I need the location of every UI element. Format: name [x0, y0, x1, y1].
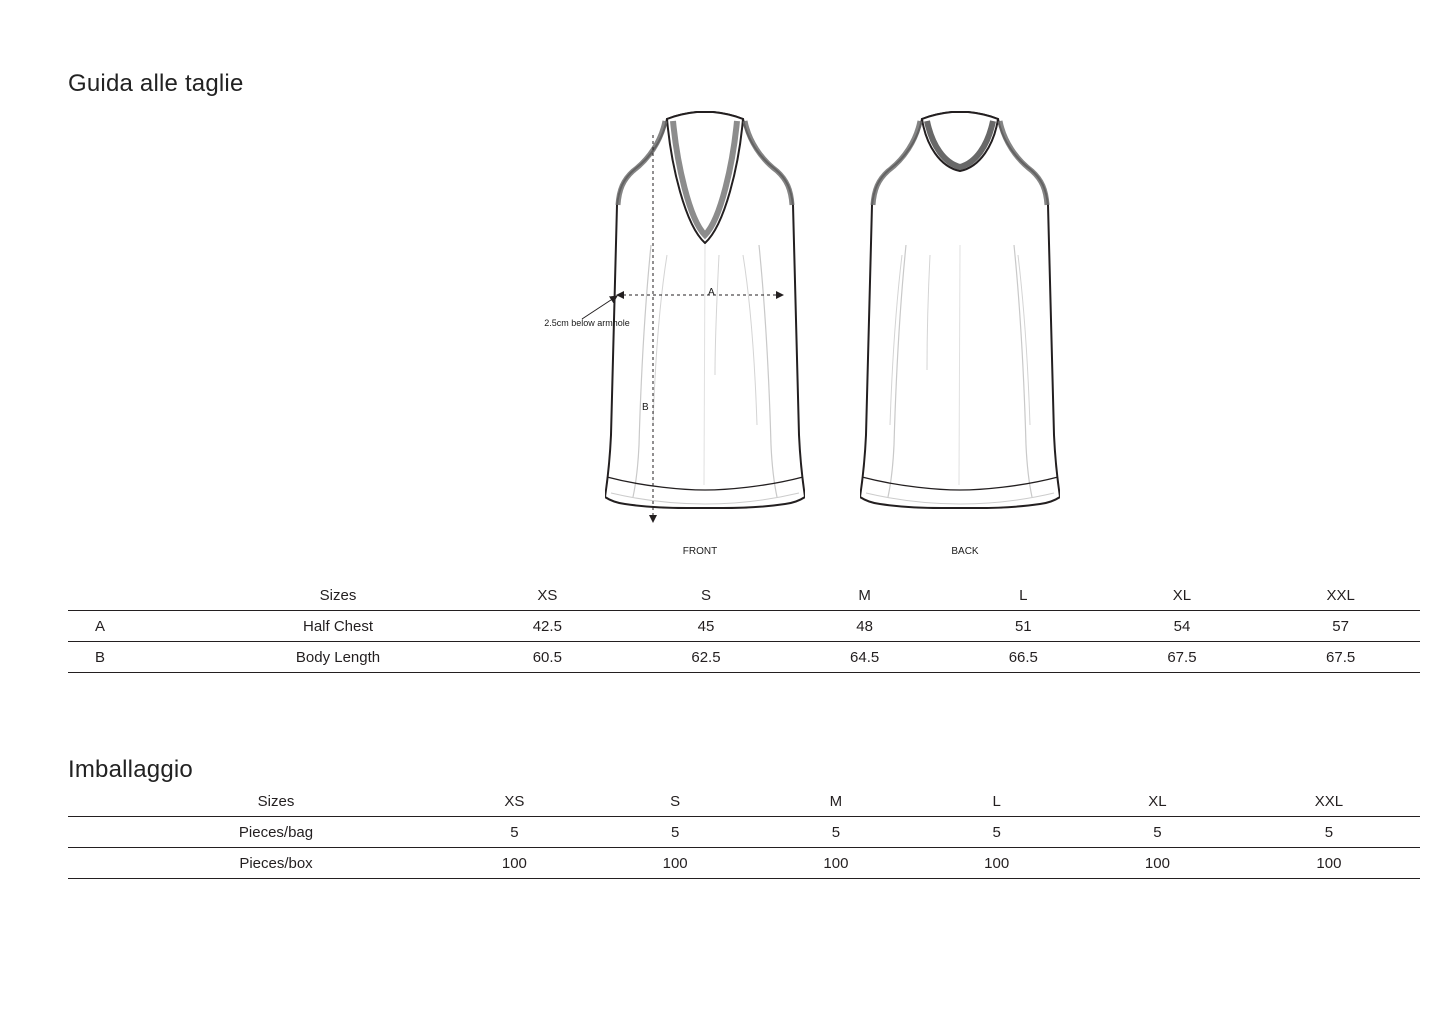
header-size-s: S: [627, 580, 786, 611]
table-row: [68, 611, 1420, 642]
header-key-cell: [68, 580, 128, 611]
table-row: [68, 642, 1420, 673]
measurement-b-label: B: [642, 402, 649, 413]
packaging-title: Imballaggio: [68, 756, 193, 783]
page-title: Guida alle taglie: [68, 70, 244, 97]
cell-value: 5: [1077, 817, 1238, 848]
row-label: Pieces/box: [68, 848, 434, 879]
front-view-label: FRONT: [682, 546, 718, 557]
cell-value: 42.5: [468, 611, 627, 642]
cell-value: 100: [595, 848, 756, 879]
cell-value: 45: [627, 611, 786, 642]
row-key: B: [68, 642, 128, 673]
header-size-s: S: [595, 786, 756, 817]
cell-value: 100: [1077, 848, 1238, 879]
cell-value: 64.5: [785, 642, 944, 673]
cell-value: 5: [756, 817, 917, 848]
table-row: [68, 817, 1420, 848]
header-size-m: M: [756, 786, 917, 817]
cell-value: 5: [1238, 817, 1420, 848]
cell-value: 51: [944, 611, 1103, 642]
header-size-l: L: [916, 786, 1077, 817]
header-size-xs: XS: [468, 580, 627, 611]
header-size-l: L: [944, 580, 1103, 611]
table-row: [68, 848, 1420, 879]
header-size-xxl: XXL: [1238, 786, 1420, 817]
cell-value: 5: [595, 817, 756, 848]
packaging-table: [68, 786, 1420, 879]
header-label-cell: Sizes: [68, 786, 434, 817]
table-header-row: [68, 580, 1420, 611]
technical-drawing: [540, 105, 1100, 570]
cell-value: 100: [756, 848, 917, 879]
cell-value: 100: [1238, 848, 1420, 879]
cell-value: 66.5: [944, 642, 1103, 673]
cell-value: 5: [916, 817, 1077, 848]
row-label: Half Chest: [128, 611, 468, 642]
cell-value: 67.5: [1261, 642, 1420, 673]
measurement-overlay: [540, 105, 1100, 570]
header-size-xl: XL: [1077, 786, 1238, 817]
cell-value: 67.5: [1103, 642, 1262, 673]
cell-value: 62.5: [627, 642, 786, 673]
row-key: A: [68, 611, 128, 642]
row-label: Pieces/bag: [68, 817, 434, 848]
header-label-cell: Sizes: [128, 580, 468, 611]
header-size-xs: XS: [434, 786, 595, 817]
back-view-label: BACK: [951, 546, 979, 557]
header-size-xxl: XXL: [1261, 580, 1420, 611]
header-size-xl: XL: [1103, 580, 1262, 611]
row-label: Body Length: [128, 642, 468, 673]
cell-value: 5: [434, 817, 595, 848]
cell-value: 100: [916, 848, 1077, 879]
header-size-m: M: [785, 580, 944, 611]
cell-value: 54: [1103, 611, 1262, 642]
measurement-a-label: A: [708, 287, 715, 298]
cell-value: 60.5: [468, 642, 627, 673]
cell-value: 57: [1261, 611, 1420, 642]
size-guide-table: [68, 580, 1420, 673]
armhole-annotation: 2.5cm below armhole: [544, 318, 630, 328]
table-header-row: [68, 786, 1420, 817]
cell-value: 48: [785, 611, 944, 642]
cell-value: 100: [434, 848, 595, 879]
